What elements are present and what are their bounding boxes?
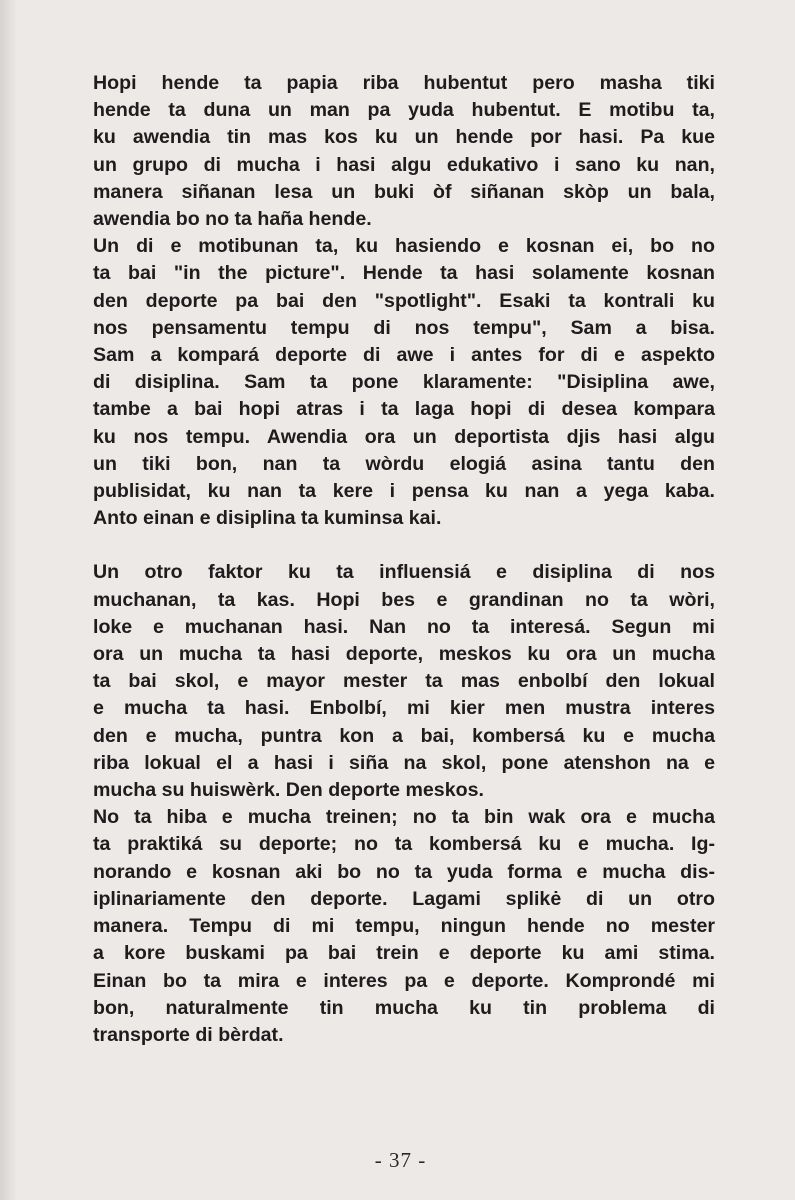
text-line: ku nos tempu. Awendia ora un deportista djis hasi algu [93, 425, 715, 448]
text-line: muchanan, ta kas. Hopi bes e grandinan no ta wòri, [93, 588, 715, 611]
text-line: un grupo di mucha i hasi algu edukativo i sano ku nan, [93, 153, 715, 176]
text-line: den deporte pa bai den "spotlight". Esaki ta kontrali ku [93, 289, 715, 312]
text-line: ta bai skol, e mayor mester ta mas enbolbí den lokual [93, 670, 715, 693]
body-text [93, 70, 715, 1049]
text-line: ora un mucha ta hasi deporte, meskos ku ora un mucha [93, 643, 715, 666]
text-line: riba lokual el a hasi i siña na skol, pone atenshon na e [93, 751, 715, 774]
text-line: publisidat, ku nan ta kere i pensa ku nan a yega kaba. [93, 480, 715, 503]
text-line: Anto einan e disiplina ta kuminsa kai. [93, 507, 442, 530]
text-line: loke e muchanan hasi. Nan no ta interesá. Segun mi [93, 615, 715, 638]
text-line: Un otro faktor ku ta influensiá e disiplina di nos [93, 561, 715, 584]
text-line: mucha su huiswèrk. Den deporte meskos. [93, 779, 484, 802]
text-line: awendia bo no ta haña hende. [93, 208, 372, 231]
text-line: manera siñanan lesa un buki òf siñanan skòp un bala, [93, 180, 715, 203]
text-line: No ta hiba e mucha treinen; no ta bin wak ora e mucha [93, 806, 715, 829]
text-line: transporte di bèrdat. [93, 1023, 284, 1046]
text-line: di disiplina. Sam ta pone klaramente: "Disiplina awe, [93, 371, 715, 394]
text-line: bon, naturalmente tin mucha ku tin problema di [93, 996, 715, 1019]
text-line: hende ta duna un man pa yuda hubentut. E motibu ta, [93, 99, 715, 122]
text-line: Sam a kompará deporte di awe i antes for di e aspekto [93, 344, 715, 367]
text-line: Hopi hende ta papia riba hubentut pero masha tiki [93, 72, 715, 94]
text-line: nos pensamentu tempu di nos tempu", Sam a bisa. [93, 316, 715, 339]
paragraph [93, 233, 715, 532]
page-number: - 37 - [374, 1148, 427, 1172]
text-line: Einan bo ta mira e interes pa e deporte. Komprondé mi [93, 969, 715, 992]
text-line: ta bai "in the picture". Hende ta hasi solamente kosnan [93, 262, 715, 285]
text-line: a kore buskami pa bai trein e deporte ku ami stima. [93, 942, 715, 965]
text-line: tambe a bai hopi atras i ta laga hopi di desea kompara [93, 398, 715, 421]
text-line: un tiki bon, nan ta wòrdu elogiá asina tantu den [93, 452, 715, 475]
text-line: manera. Tempu di mi tempu, ningun hende no mester [93, 915, 715, 938]
text-line: norando e kosnan aki bo no ta yuda forma e mucha dis- [93, 860, 715, 883]
text-line: ku awendia tin mas kos ku un hende por hasi. Pa kue [93, 126, 715, 149]
paragraph [93, 804, 715, 1049]
text-line: e mucha ta hasi. Enbolbí, mi kier men mustra interes [93, 697, 715, 720]
paragraph [93, 70, 715, 233]
paragraph [93, 559, 715, 804]
text-line: den e mucha, puntra kon a bai, kombersá ku e mucha [93, 724, 715, 747]
text-line: Un di e motibunan ta, ku hasiendo e kosnan ei, bo no [93, 235, 715, 258]
text-line: ta praktiká su deporte; no ta kombersá ku e mucha. Ig- [93, 833, 715, 856]
text-line: iplinariamente den deporte. Lagami splikė di un otro [93, 887, 715, 910]
